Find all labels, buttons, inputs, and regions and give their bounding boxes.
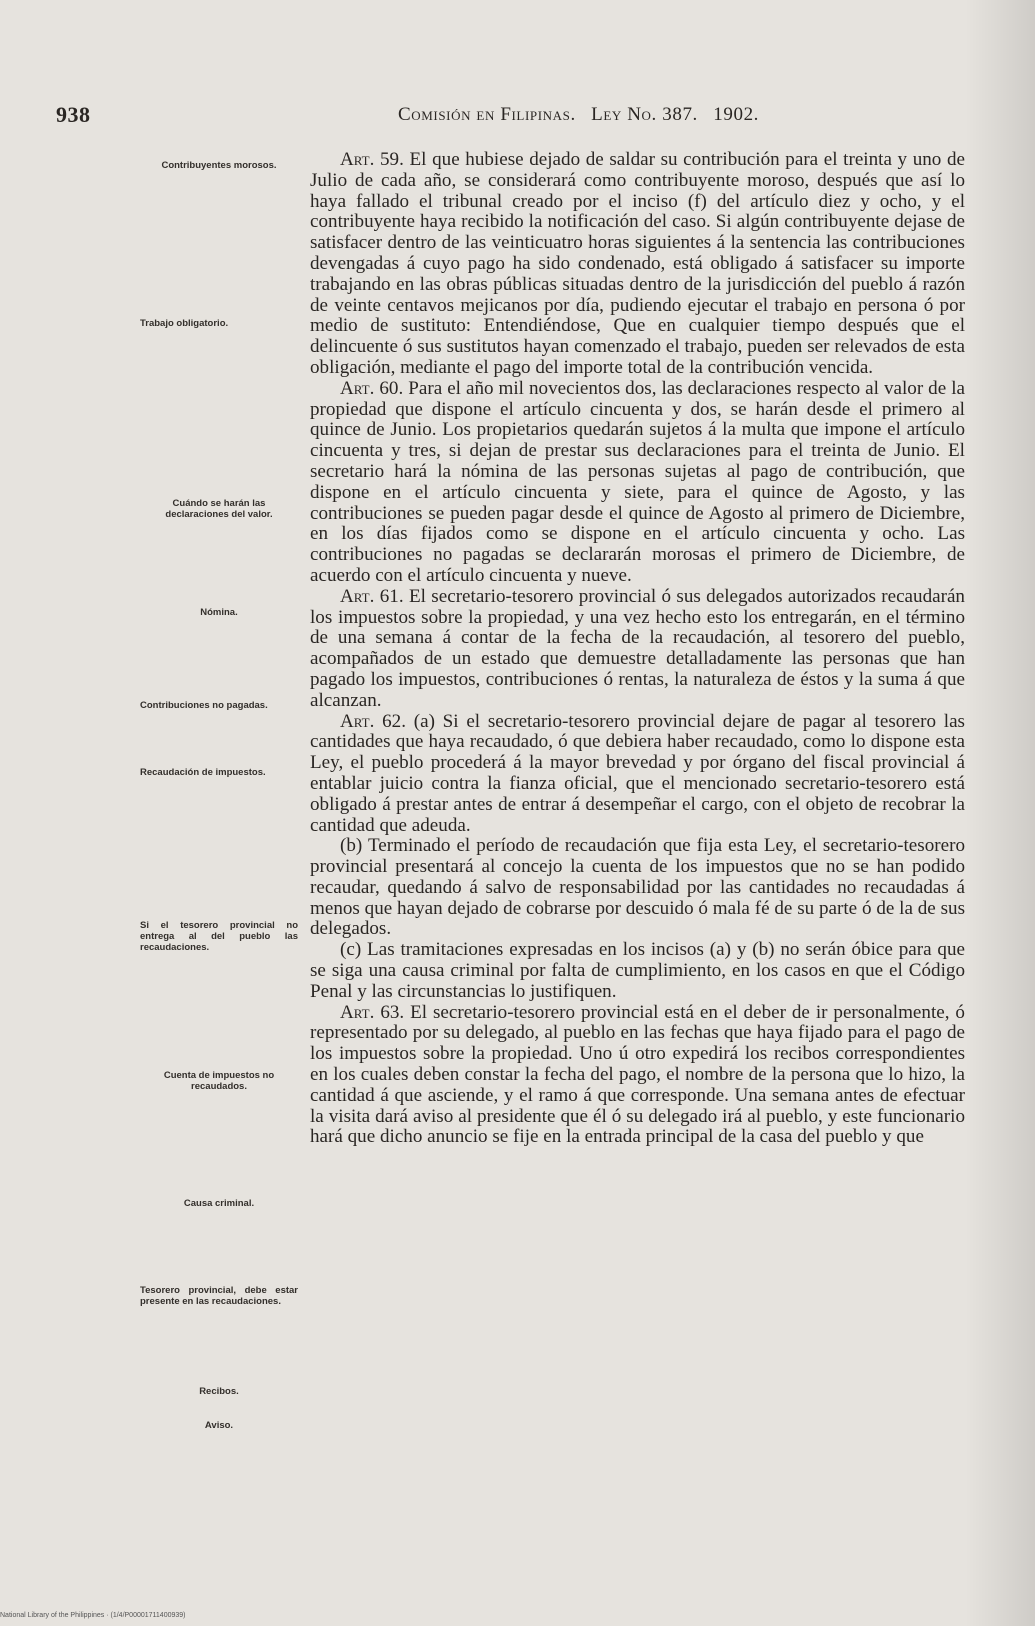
article-text: (a) Si el secretario-tesorero provincial dejare de pagar al tesorero las cantidades que haya recaudado, ó que debiera haber recaudado, como lo dispone esta Ley, el pueblo procederá á la mayor brevedad y por órgano del fiscal provincial á entablar juicio contra la fianza oficial, que el mencionado secretario-tesorero está obligado á prestar antes de entrar á desempeñar el cargo, con el objeto de recobrar la cantidad que adeuda. bbox=[310, 710, 965, 836]
article-text: Para el año mil novecientos dos, las declaraciones respecto al valor de la propiedad que dispone el artículo cincuenta y dos, se harán desde el primero al quince de Junio. Los propietarios quedarán sujetos á la multa que impone el artículo cincuenta y tres, si dejan de prestar sus declaraciones para el treinta de Junio. El secretario hará la nómina de las personas sujetas al pago de contribución, que dispone en el artículo cincuenta y siete, para el quince de Agosto, y las contribuciones se pueden pagar desde el quince de Agosto al primero de Diciembre, en los días fijados como se dispone en el artículo cincuenta y ocho. Las contribuciones no pagadas se declararán morosas el primero de Diciembre, de acuerdo con el artículo cincuenta y nueve. bbox=[310, 377, 965, 586]
margin-note: Cuándo se harán las declaraciones del valor. bbox=[165, 498, 273, 520]
article-text: El que hubiese dejado de saldar su contribución para el treinta y uno de Julio de cada año, se considerará como contribuyente moroso, después que así lo haya fallado el tribunal creado por el inciso (f) del artículo diez y ocho, y el contribuyente haya recibido la notificación del caso. Si algún contribuyente dejase de satisfacer dentro de las veinticuatro horas siguientes á la sentencia las contribuciones devengadas á cuyo pago ha sido condenado, está obligado á satisfacer su importe trabajando en las obras públicas situadas dentro de la jurisdicción del pueblo á razón de veinte centavos mejicanos por día, pudiendo ejecutar el trabajo en persona ó por medio de sustituto: Entendiéndose, Que en cualquier tiempo después que el delincuente ó sus sustitutos hayan comenzado el trabajo, pueden ser relevados de esta obligación, mediante el pago del importe total de la contribución vencida. bbox=[310, 149, 965, 378]
running-head bbox=[398, 104, 769, 126]
margin-note: Recibos. bbox=[199, 1386, 239, 1397]
article-label: Art. 61. bbox=[340, 585, 404, 607]
page-edge-shadow bbox=[965, 0, 1035, 1626]
law-year: 1902. bbox=[713, 104, 760, 125]
margin-note: Nómina. bbox=[200, 607, 238, 618]
margin-note: Recaudación de impuestos. bbox=[140, 767, 266, 778]
margin-note: Contribuyentes morosos. bbox=[161, 160, 277, 171]
article-text: (b) Terminado el período de recaudación que fija esta Ley, el secretario-tesorero provincial presentará al concejo la cuenta de los impuestos que no se han podido recaudar, quedando á salvo de responsabilidad por las cantidades no recaudadas á menos que hayan dejado de cobrarse por descuido ó mala fé de su parte ó de la de sus delegados. bbox=[310, 835, 965, 940]
article-label: Art. 60. bbox=[340, 377, 404, 399]
paragraph-art-61 bbox=[310, 587, 965, 712]
article-text: (c) Las tramitaciones expresadas en los incisos (a) y (b) no serán óbice para que se siga una causa criminal por falta de cumplimiento, en los casos en que el Código Penal y las circunstancias lo justifiquen. bbox=[310, 939, 965, 1002]
article-text: El secretario-tesorero provincial está en el deber de ir personalmente, ó representado por su delegado, al pueblo en las fechas que haya fijado para el pago de los impuestos sobre la propiedad. Uno ú otro expedirá los recibos correspondientes en los cuales deben constar la fecha del pago, el nombre de la persona que lo hizo, la cantidad á que asciende, y el ramo á que corresponde. Una semana antes de efectuar la visita dará aviso al presidente que él ó su delegado irá al pueblo, y este funcionario hará que dicho anuncio se fije en la entrada principal de la casa del pueblo y que bbox=[310, 1001, 965, 1148]
law-number: Ley No. 387. bbox=[591, 104, 698, 125]
body-text bbox=[310, 150, 965, 1148]
margin-note: Si el tesorero provincial no entrega al del pueblo las recaudaciones. bbox=[140, 920, 298, 953]
article-label: Art. 63. bbox=[340, 1001, 405, 1023]
running-title: Comisión en Filipinas. bbox=[398, 104, 576, 125]
margin-note: Trabajo obligatorio. bbox=[140, 318, 229, 329]
paragraph-art-62-a bbox=[310, 712, 965, 837]
page-header bbox=[0, 102, 1035, 132]
page-number: 938 bbox=[56, 102, 91, 127]
scan-footer: National Library of the Philippines · (1/4/P00001711400939) bbox=[0, 1612, 186, 1619]
margin-note: Aviso. bbox=[204, 1420, 234, 1431]
paragraph-art-59 bbox=[310, 150, 965, 379]
margin-note: Cuenta de impuestos no recaudados. bbox=[163, 1070, 275, 1092]
article-label: Art. 59. bbox=[340, 149, 404, 170]
paragraph-art-62-c bbox=[310, 940, 965, 1002]
paragraph-art-62-b bbox=[310, 836, 965, 940]
margin-note: Causa criminal. bbox=[183, 1198, 255, 1209]
margin-note: Tesorero provincial, debe estar presente en las recaudaciones. bbox=[140, 1285, 298, 1307]
paragraph-art-63 bbox=[310, 1003, 965, 1149]
article-text: El secretario-tesorero provincial ó sus delegados autorizados recaudarán los impuestos sobre la propiedad, y una vez hecho esto los entregarán, en el término de una semana á contar de la fecha de la recaudación, al tesorero del pueblo, acompañados de un estado que demuestre detalladamente las personas que han pagado los impuestos, contribuciones ó rentas, la naturaleza de éstos y la suma á que alcanzan. bbox=[310, 585, 965, 711]
margin-note: Contribuciones no pagadas. bbox=[140, 700, 268, 711]
paragraph-art-60 bbox=[310, 379, 965, 587]
article-label: Art. 62. bbox=[340, 710, 406, 732]
